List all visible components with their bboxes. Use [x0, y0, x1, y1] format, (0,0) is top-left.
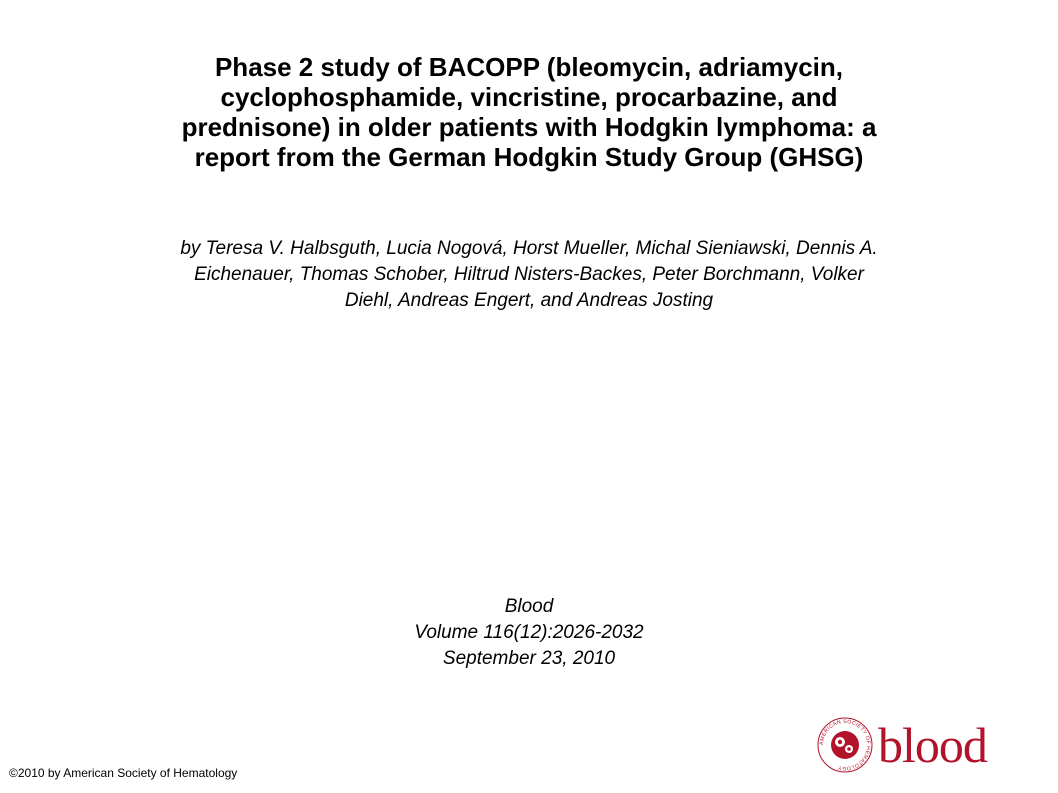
- title-line: cyclophosphamide, vincristine, procarbazine, and: [220, 82, 838, 112]
- copyright-notice: ©2010 by American Society of Hematology: [9, 766, 238, 780]
- title-line: Phase 2 study of BACOPP (bleomycin, adriamycin,: [214, 52, 844, 82]
- author-line: Eichenauer, Thomas Schober, Hiltrud Nisters-Backes, Peter Borchmann, Volker: [194, 264, 864, 285]
- title-line: prednisone) in older patients with Hodgkin lymphoma: a: [181, 112, 877, 142]
- ash-seal-icon: [816, 716, 874, 774]
- title-line: report from the German Hodgkin Study Group (GHSG): [194, 142, 864, 172]
- volume-pages: Volume 116(12):2026-2032: [414, 622, 644, 643]
- author-list: [50, 236, 1008, 314]
- logo-wordmark: blood: [878, 717, 987, 773]
- citation-block: [329, 594, 729, 672]
- seal-text: AMERICAN SOCIETY OF HEMATOLOGY: [818, 718, 872, 772]
- journal-name: Blood: [504, 596, 554, 617]
- blood-journal-logo: [816, 716, 1016, 778]
- slide-title: [60, 52, 998, 172]
- author-line: by Teresa V. Halbsguth, Lucia Nogová, Horst Mueller, Michal Sieniawski, Dennis A.: [180, 238, 878, 259]
- publication-date: September 23, 2010: [442, 648, 616, 669]
- author-line: Diehl, Andreas Engert, and Andreas Josting: [344, 290, 714, 311]
